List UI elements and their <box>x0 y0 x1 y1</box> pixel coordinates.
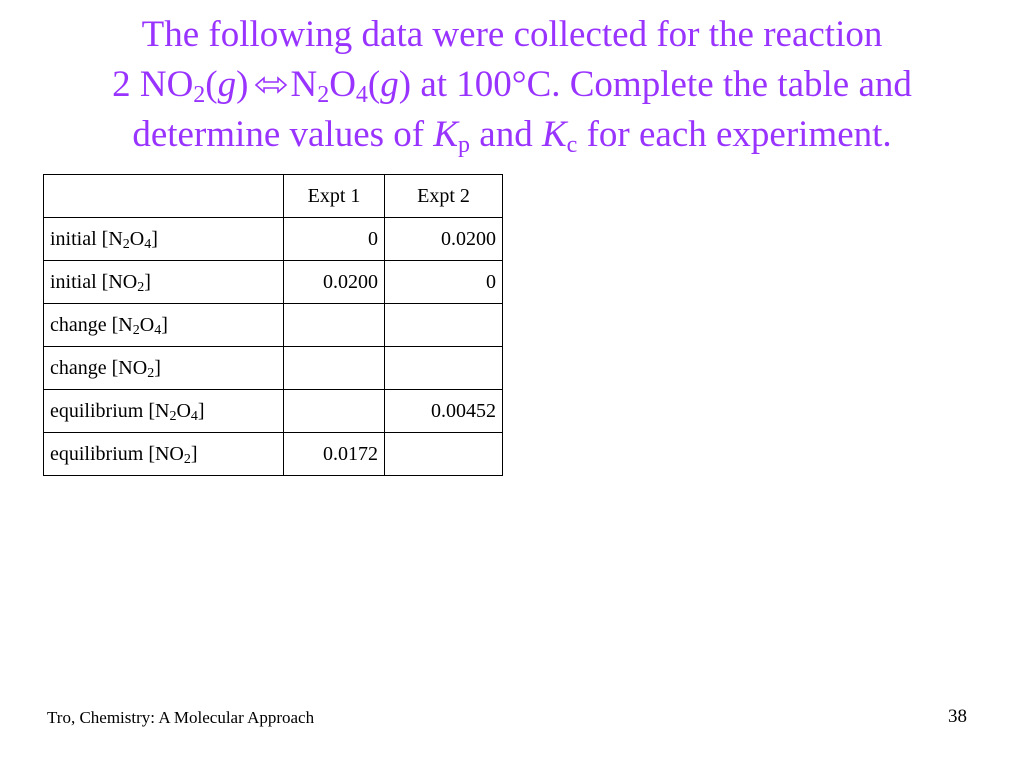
label-text: change [NO <box>50 356 148 379</box>
cell-expt1 <box>284 304 385 347</box>
row-label <box>44 433 284 476</box>
cell-expt2: 0.0200 <box>385 218 503 261</box>
label-text: ] <box>190 442 198 465</box>
kc-symbol: K <box>541 114 567 155</box>
label-sub: 2 <box>132 322 140 338</box>
table-row <box>44 433 503 476</box>
row-label <box>44 390 284 433</box>
cell-expt1 <box>284 390 385 433</box>
label-sub: 4 <box>190 408 198 424</box>
title-line-1: The following data were collected for the reaction <box>141 14 883 55</box>
label-text: change [N <box>50 313 133 336</box>
label-text: ] <box>161 313 168 336</box>
label-text: ] <box>151 227 158 250</box>
label-sub: 2 <box>147 365 155 381</box>
label-text: O <box>176 399 191 422</box>
title-sub: 2 <box>317 82 330 108</box>
table-row <box>44 304 503 347</box>
data-table <box>43 174 503 476</box>
table-row <box>44 261 503 304</box>
equilibrium-arrow-icon <box>254 76 288 94</box>
label-text: equilibrium [NO <box>50 442 184 465</box>
cell-expt2: 0.00452 <box>385 390 503 433</box>
header-cell-expt1: Expt 1 <box>284 175 385 218</box>
label-text: O <box>129 227 145 250</box>
cell-expt1: 0.0200 <box>284 261 385 304</box>
title-paren: ) <box>236 64 249 105</box>
cell-expt2 <box>385 347 503 390</box>
title-product-o: O <box>329 64 356 105</box>
title-sub: 4 <box>355 82 368 108</box>
kp-subscript: p <box>458 132 471 158</box>
cell-expt1 <box>284 347 385 390</box>
title-text: for each experiment. <box>577 114 892 155</box>
header-cell-expt2: Expt 2 <box>385 175 503 218</box>
label-sub: 2 <box>169 408 177 424</box>
title-text: determine values of <box>132 114 434 155</box>
label-sub: 4 <box>144 236 152 252</box>
title-phase: g <box>217 64 237 105</box>
label-text: initial [NO <box>50 270 138 293</box>
label-text: ] <box>197 399 205 422</box>
cell-expt2: 0 <box>385 261 503 304</box>
title-coef: 2 NO <box>112 64 194 105</box>
table-row <box>44 347 503 390</box>
row-label <box>44 347 284 390</box>
header-cell-blank <box>44 175 284 218</box>
label-sub: 2 <box>183 451 191 467</box>
title-text: and <box>470 114 542 155</box>
title-line-2 <box>0 60 1024 110</box>
cell-expt1: 0.0172 <box>284 433 385 476</box>
row-label <box>44 261 284 304</box>
cell-expt2 <box>385 433 503 476</box>
title-line-3 <box>0 110 1024 160</box>
label-text: equilibrium [N <box>50 399 170 422</box>
row-label <box>44 304 284 347</box>
row-label <box>44 218 284 261</box>
kc-subscript: c <box>566 132 578 158</box>
title-paren: ( <box>205 64 218 105</box>
label-sub: 2 <box>122 236 130 252</box>
page-number: 38 <box>948 706 967 727</box>
label-text: initial [N <box>50 227 123 250</box>
label-text: ] <box>154 356 161 379</box>
table-header-row <box>44 175 503 218</box>
title-paren: ( <box>367 64 381 105</box>
label-text: O <box>139 313 155 336</box>
label-sub: 4 <box>154 322 162 338</box>
cell-expt1: 0 <box>284 218 385 261</box>
kp-symbol: K <box>433 114 459 155</box>
title-product-n: N <box>290 64 318 105</box>
footer-source: Tro, Chemistry: A Molecular Approach <box>47 708 315 727</box>
title-line-2-rest: ) at 100°C. Complete the table and <box>398 64 912 105</box>
slide-title <box>0 10 1024 160</box>
table-row <box>44 390 503 433</box>
title-phase: g <box>380 64 399 105</box>
title-sub: 2 <box>193 82 206 108</box>
label-text: ] <box>144 270 151 293</box>
cell-expt2 <box>385 304 503 347</box>
label-sub: 2 <box>137 279 145 295</box>
table-row <box>44 218 503 261</box>
